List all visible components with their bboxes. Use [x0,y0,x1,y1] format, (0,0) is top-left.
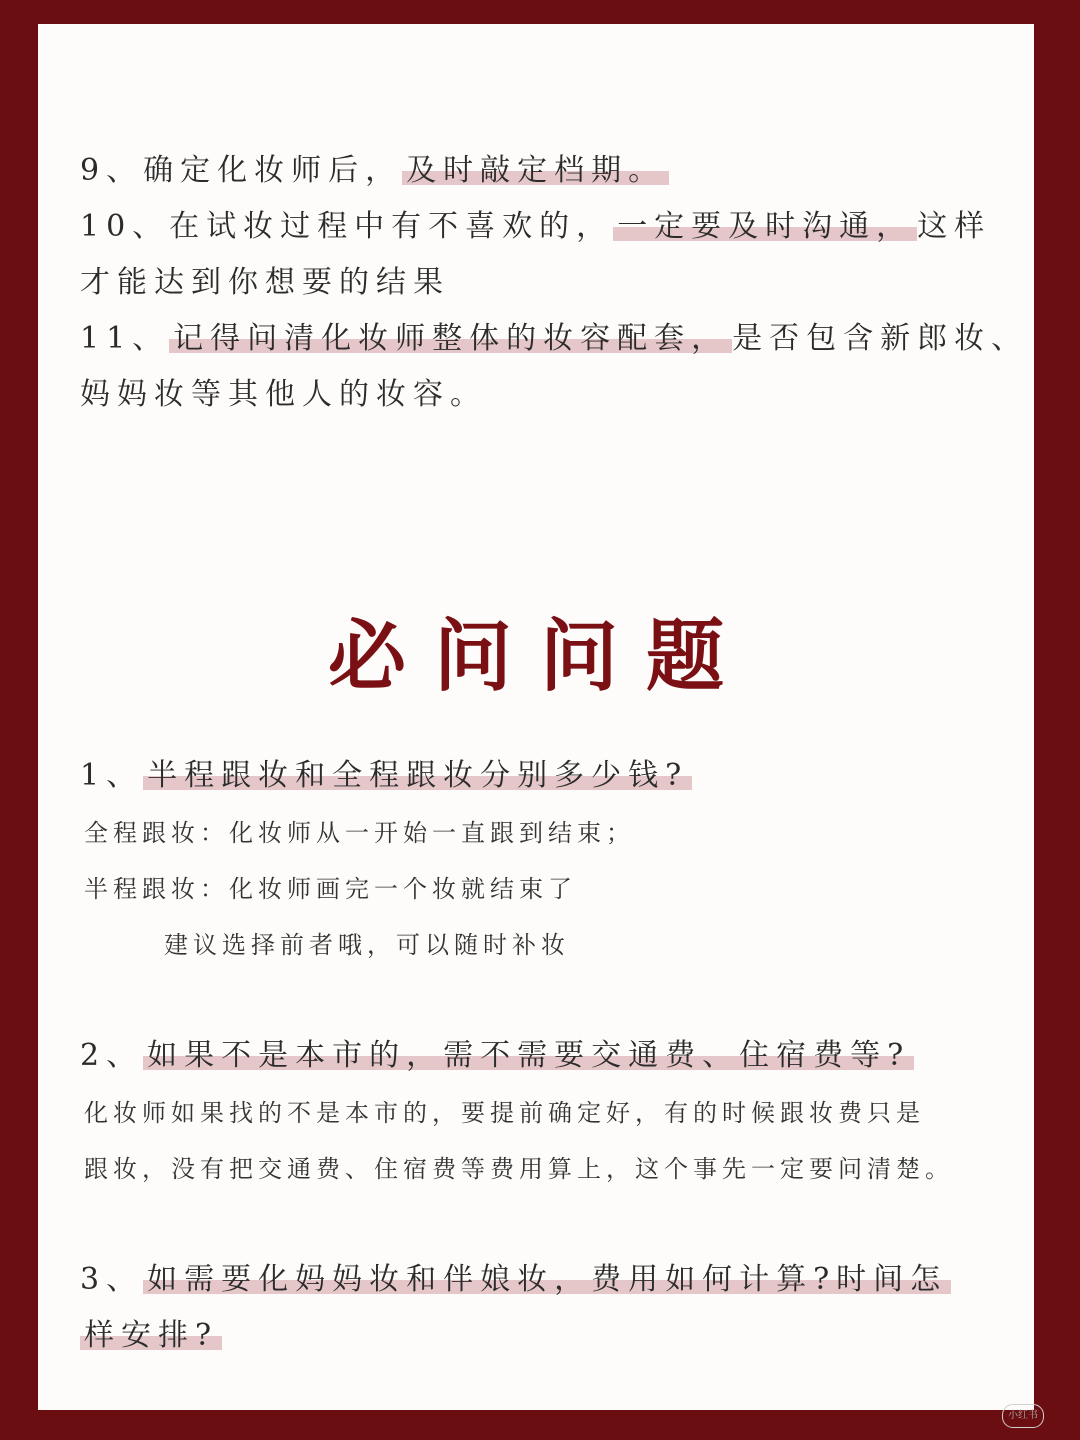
question-1-detail-2: 半程跟妆：化妆师画完一个妆就结束了 [84,875,577,903]
question-3 [80,1260,951,1300]
tip-11-continuation: 妈妈妆等其他人的妆容。 [80,377,487,412]
tip-10-tail: 这样 [917,209,992,244]
question-1-number: 1、 [80,758,144,793]
tip-10-line-2 [80,263,450,303]
question-3-line-2 [80,1316,222,1356]
question-3-number: 3、 [80,1262,144,1297]
question-2 [80,1036,914,1076]
tip-9-text: 9、确定化妆师后， [80,153,403,188]
tip-10-highlight: 一定要及时沟通， [613,209,917,244]
question-3-text-continuation: 样安排? [80,1318,222,1353]
tip-9-highlight: 及时敲定档期。 [402,153,669,188]
tip-11-tail: 是否包含新郎妆、 [732,321,1029,356]
tip-11-highlight: 记得问清化妆师整体的妆容配套， [169,321,732,356]
question-1 [80,756,692,796]
question-1-advice: 建议选择前者哦，可以随时补妆 [164,931,570,959]
tip-11-line-2 [80,375,487,415]
section-title: 必问问题 [327,611,752,702]
question-2-detail-2: 跟妆，没有把交通费、住宿费等费用算上，这个事先一定要问清楚。 [84,1155,954,1183]
tip-10-line [80,207,991,247]
question-2-detail-1: 化妆师如果找的不是本市的，要提前确定好，有的时候跟妆费只是 [84,1099,925,1127]
question-2-text: 如果不是本市的，需不需要交通费、住宿费等? [143,1038,914,1073]
question-2-number: 2、 [80,1038,144,1073]
tip-11-line [80,319,1028,359]
question-3-text: 如需要化妈妈妆和伴娘妆，费用如何计算?时间怎 [143,1262,951,1297]
question-1-detail-1: 全程跟妆：化妆师从一开始一直跟到结束； [84,819,635,847]
question-1-text: 半程跟妆和全程跟妆分别多少钱? [143,758,692,793]
tip-10-text: 10、在试妆过程中有不喜欢的， [80,209,614,244]
xiaohongshu-watermark: 小红书 [1002,1404,1044,1428]
tip-11-number: 11、 [80,321,170,356]
tip-10-continuation: 才能达到你想要的结果 [80,265,450,300]
tip-9-line [80,151,669,191]
